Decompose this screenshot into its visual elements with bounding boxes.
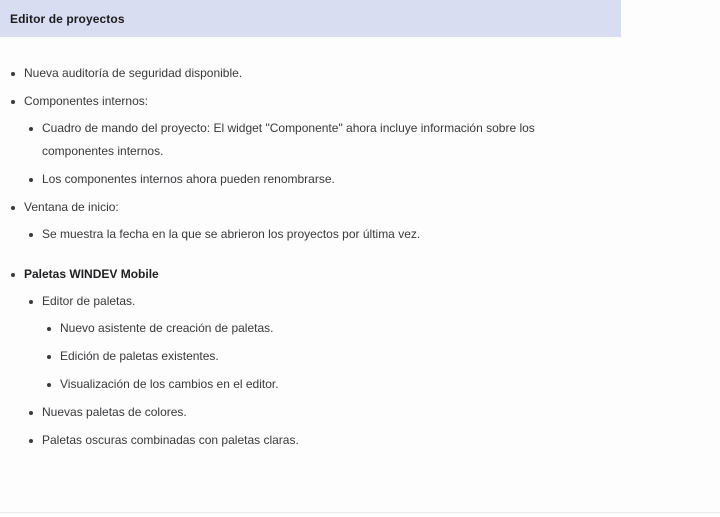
- list-section: [0, 62, 621, 246]
- bottom-divider: [0, 512, 720, 513]
- list-item-text: Se muestra la fecha en la que se abrieron los proyectos por última vez.: [42, 227, 421, 241]
- page-title: Editor de proyectos: [10, 11, 125, 26]
- bullet-icon: [29, 233, 33, 237]
- list-item-text: Nuevo asistente de creación de paletas.: [60, 321, 274, 335]
- list-item-text: Nuevas paletas de colores.: [42, 405, 187, 419]
- bullet-list: [24, 223, 621, 246]
- bullet-list: [42, 317, 621, 396]
- list-item: [60, 317, 621, 340]
- bullet-list: [0, 263, 621, 452]
- list-item: [42, 117, 621, 163]
- list-section: [0, 263, 621, 452]
- bullet-icon: [11, 100, 15, 104]
- list-item-text: Componentes internos:: [24, 94, 149, 108]
- list-item-text: Ventana de inicio:: [24, 200, 119, 214]
- bullet-icon: [29, 178, 33, 182]
- list-item: [42, 401, 621, 424]
- list-item: [42, 290, 621, 396]
- bullet-icon: [47, 355, 51, 359]
- bullet-icon: [11, 72, 15, 76]
- bullet-list: [24, 290, 621, 452]
- list-item: [24, 90, 621, 191]
- list-item-text: Editor de paletas.: [42, 294, 136, 308]
- list-item: [24, 62, 621, 85]
- list-item-text: Los componentes internos ahora pueden renombrarse.: [42, 172, 335, 186]
- list-item-text: Edición de paletas existentes.: [60, 349, 219, 363]
- bullet-icon: [47, 383, 51, 387]
- list-item-text: Visualización de los cambios en el editor.: [60, 377, 279, 391]
- list-item: [42, 223, 621, 246]
- bullet-icon: [29, 411, 33, 415]
- bullet-icon: [11, 273, 15, 277]
- list-item-text: Nueva auditoría de seguridad disponible.: [24, 66, 243, 80]
- list-item: [60, 345, 621, 368]
- list-item: [42, 429, 621, 452]
- section-header: [0, 0, 621, 37]
- list-item: [24, 196, 621, 246]
- list-item: [24, 263, 621, 452]
- release-notes-content: [0, 37, 621, 452]
- list-item-text: Paletas WINDEV Mobile: [24, 267, 159, 281]
- bullet-icon: [47, 327, 51, 331]
- bullet-icon: [29, 300, 33, 304]
- list-item: [60, 373, 621, 396]
- bullet-icon: [29, 127, 33, 131]
- list-item: [42, 168, 621, 191]
- bullet-list: [24, 117, 621, 191]
- list-item-text: Cuadro de mando del proyecto: El widget "Componente" ahora incluye información sobre los componentes internos.: [42, 121, 535, 158]
- bullet-list: [0, 62, 621, 246]
- bullet-icon: [11, 206, 15, 210]
- bullet-icon: [29, 439, 33, 443]
- list-item-text: Paletas oscuras combinadas con paletas claras.: [42, 433, 299, 447]
